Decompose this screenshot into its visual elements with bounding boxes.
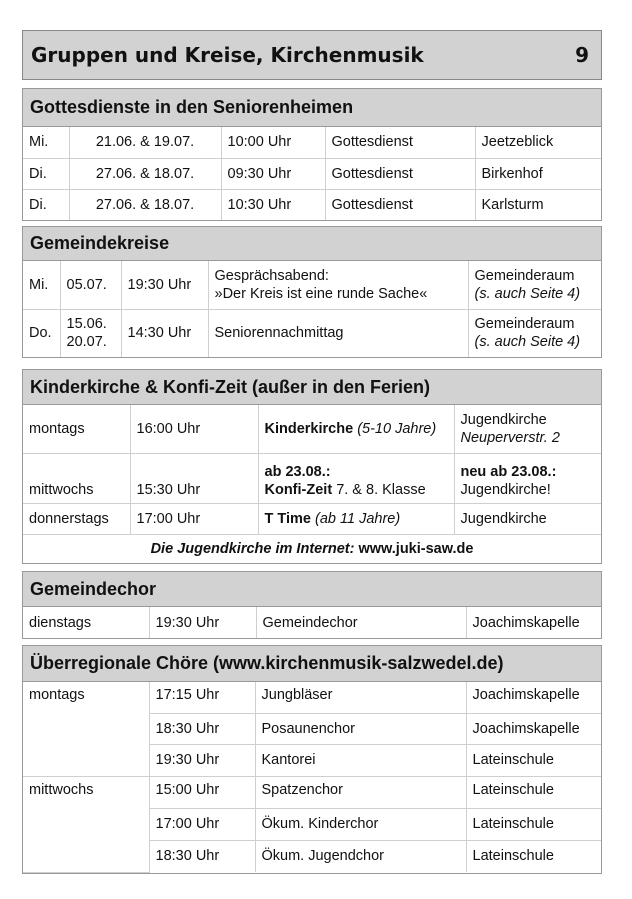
- cell-time: 17:00 Uhr: [130, 503, 258, 534]
- section-kinderkirche: [22, 369, 602, 564]
- page-title: Gruppen und Kreise, Kirchenmusik: [31, 43, 424, 67]
- place-name: Gemeinderaum: [474, 267, 575, 284]
- footer-url[interactable]: www.juki-saw.de: [358, 540, 474, 557]
- place-name: Jugendkirche: [460, 411, 547, 428]
- section-title: Gemeindekreise: [23, 227, 601, 261]
- cell-day: Di.: [23, 189, 69, 220]
- table-row: [23, 503, 601, 534]
- cell-day: dienstags: [23, 607, 149, 638]
- cell-time: 18:30 Uhr: [149, 713, 255, 744]
- cell-event: Posaunenchor: [255, 713, 466, 744]
- event-extra: 7. & 8. Klasse: [336, 481, 426, 498]
- page-header: [22, 30, 602, 80]
- cell-day: montags: [23, 682, 149, 776]
- gemeindekreise-table: [23, 261, 601, 357]
- cell-place: [468, 261, 601, 309]
- cell-time: 19:30 Uhr: [149, 607, 256, 638]
- cell-date: 27.06. & 18.07.: [69, 158, 221, 189]
- table-row: [23, 127, 601, 158]
- section-gemeindekreise: [22, 226, 602, 358]
- cell-time: 14:30 Uhr: [121, 309, 208, 357]
- cell-topic: [208, 261, 468, 309]
- table-row: [23, 776, 601, 808]
- cell-time: 16:00 Uhr: [130, 405, 258, 453]
- cell-day: mittwochs: [23, 453, 130, 503]
- cell-time: 18:30 Uhr: [149, 840, 255, 872]
- cell-event: Jungbläser: [255, 682, 466, 713]
- kinderkirche-table: [23, 405, 601, 563]
- cell-day: montags: [23, 405, 130, 453]
- cell-day: Mi.: [23, 261, 60, 309]
- cell-day: Do.: [23, 309, 60, 357]
- cell-time: 10:00 Uhr: [221, 127, 325, 158]
- table-row: [23, 607, 601, 638]
- cell-time: 09:30 Uhr: [221, 158, 325, 189]
- cell-event: Gottesdienst: [325, 127, 475, 158]
- place-note: Neuperverstr. 2: [460, 429, 560, 446]
- event-note: ab 23.08.:: [264, 463, 331, 480]
- cell-time: 17:00 Uhr: [149, 808, 255, 840]
- cell-place: Lateinschule: [466, 808, 601, 840]
- cell-event: [258, 453, 454, 503]
- cell-place: Joachimskapelle: [466, 713, 601, 744]
- cell-place: Joachimskapelle: [466, 607, 601, 638]
- date-line: 15.06.: [66, 316, 107, 333]
- choere-table: [23, 682, 601, 873]
- table-row: [23, 189, 601, 220]
- place-name: Gemeinderaum: [474, 316, 575, 333]
- section-title: Überregionale Chöre (www.kirchenmusik-salzwedel.de): [23, 646, 601, 682]
- cell-day: mittwochs: [23, 776, 149, 872]
- cell-event: Ökum. Kinderchor: [255, 808, 466, 840]
- date-line: 20.07.: [66, 334, 107, 351]
- cell-date: 21.06. & 19.07.: [69, 127, 221, 158]
- cell-place: [454, 453, 601, 503]
- place-note: neu ab 23.08.:: [460, 463, 557, 480]
- section-title: Gottesdienste in den Seniorenheimen: [23, 89, 601, 127]
- table-row: [23, 405, 601, 453]
- event-name: Konfi-Zeit: [264, 481, 333, 498]
- table-row: [23, 158, 601, 189]
- cell-time: 19:30 Uhr: [149, 744, 255, 776]
- section-gemeindechor: [22, 571, 602, 639]
- cell-event: Gottesdienst: [325, 158, 475, 189]
- table-row: [23, 261, 601, 309]
- cell-event: [258, 405, 454, 453]
- cell-date: 05.07.: [60, 261, 121, 309]
- juki-footer: [23, 534, 601, 563]
- cell-place: [468, 309, 601, 357]
- cell-event: Gottesdienst: [325, 189, 475, 220]
- cell-time: 10:30 Uhr: [221, 189, 325, 220]
- event-name: T Time: [264, 510, 311, 527]
- cell-time: 15:30 Uhr: [130, 453, 258, 503]
- cell-place: Lateinschule: [466, 840, 601, 872]
- event-name: Kinderkirche: [264, 420, 354, 437]
- cell-time: 19:30 Uhr: [121, 261, 208, 309]
- event-age: (5-10 Jahre): [357, 420, 437, 437]
- cell-day: Di.: [23, 158, 69, 189]
- place-note: (s. auch Seite 4): [474, 334, 581, 351]
- footer-label: Die Jugendkirche im Internet:: [150, 540, 355, 557]
- cell-event: [258, 503, 454, 534]
- cell-event: Kantorei: [255, 744, 466, 776]
- cell-day: donnerstags: [23, 503, 130, 534]
- place-note: (s. auch Seite 4): [474, 285, 581, 302]
- table-row-footer: [23, 534, 601, 563]
- cell-place: Jugendkirche: [454, 503, 601, 534]
- cell-place: Birkenhof: [475, 158, 601, 189]
- place-name: Jugendkirche!: [460, 481, 551, 498]
- gemeindechor-table: [23, 607, 601, 638]
- event-age: (ab 11 Jahre): [315, 510, 401, 527]
- section-seniorenheime: [22, 88, 602, 221]
- cell-topic: Seniorennachmittag: [208, 309, 468, 357]
- cell-event: Ökum. Jugendchor: [255, 840, 466, 872]
- cell-event: Gemeindechor: [256, 607, 466, 638]
- cell-date: 27.06. & 18.07.: [69, 189, 221, 220]
- cell-time: 17:15 Uhr: [149, 682, 255, 713]
- cell-event: Spatzenchor: [255, 776, 466, 808]
- cell-date: [60, 309, 121, 357]
- table-row: [23, 682, 601, 713]
- cell-place: Karlsturm: [475, 189, 601, 220]
- cell-place: Jeetzeblick: [475, 127, 601, 158]
- cell-place: Lateinschule: [466, 776, 601, 808]
- cell-time: 15:00 Uhr: [149, 776, 255, 808]
- cell-place: Lateinschule: [466, 744, 601, 776]
- table-row: [23, 453, 601, 503]
- table-row: [23, 309, 601, 357]
- seniorenheime-table: [23, 127, 601, 220]
- section-title: Gemeindechor: [23, 572, 601, 607]
- cell-day: Mi.: [23, 127, 69, 158]
- topic-line: Gesprächsabend:: [214, 267, 329, 284]
- page-number: 9: [575, 43, 589, 67]
- section-title: Kinderkirche & Konfi-Zeit (außer in den Ferien): [23, 370, 601, 405]
- section-choere: [22, 645, 602, 874]
- cell-place: Joachimskapelle: [466, 682, 601, 713]
- cell-place: [454, 405, 601, 453]
- topic-line: »Der Kreis ist eine runde Sache«: [214, 285, 428, 302]
